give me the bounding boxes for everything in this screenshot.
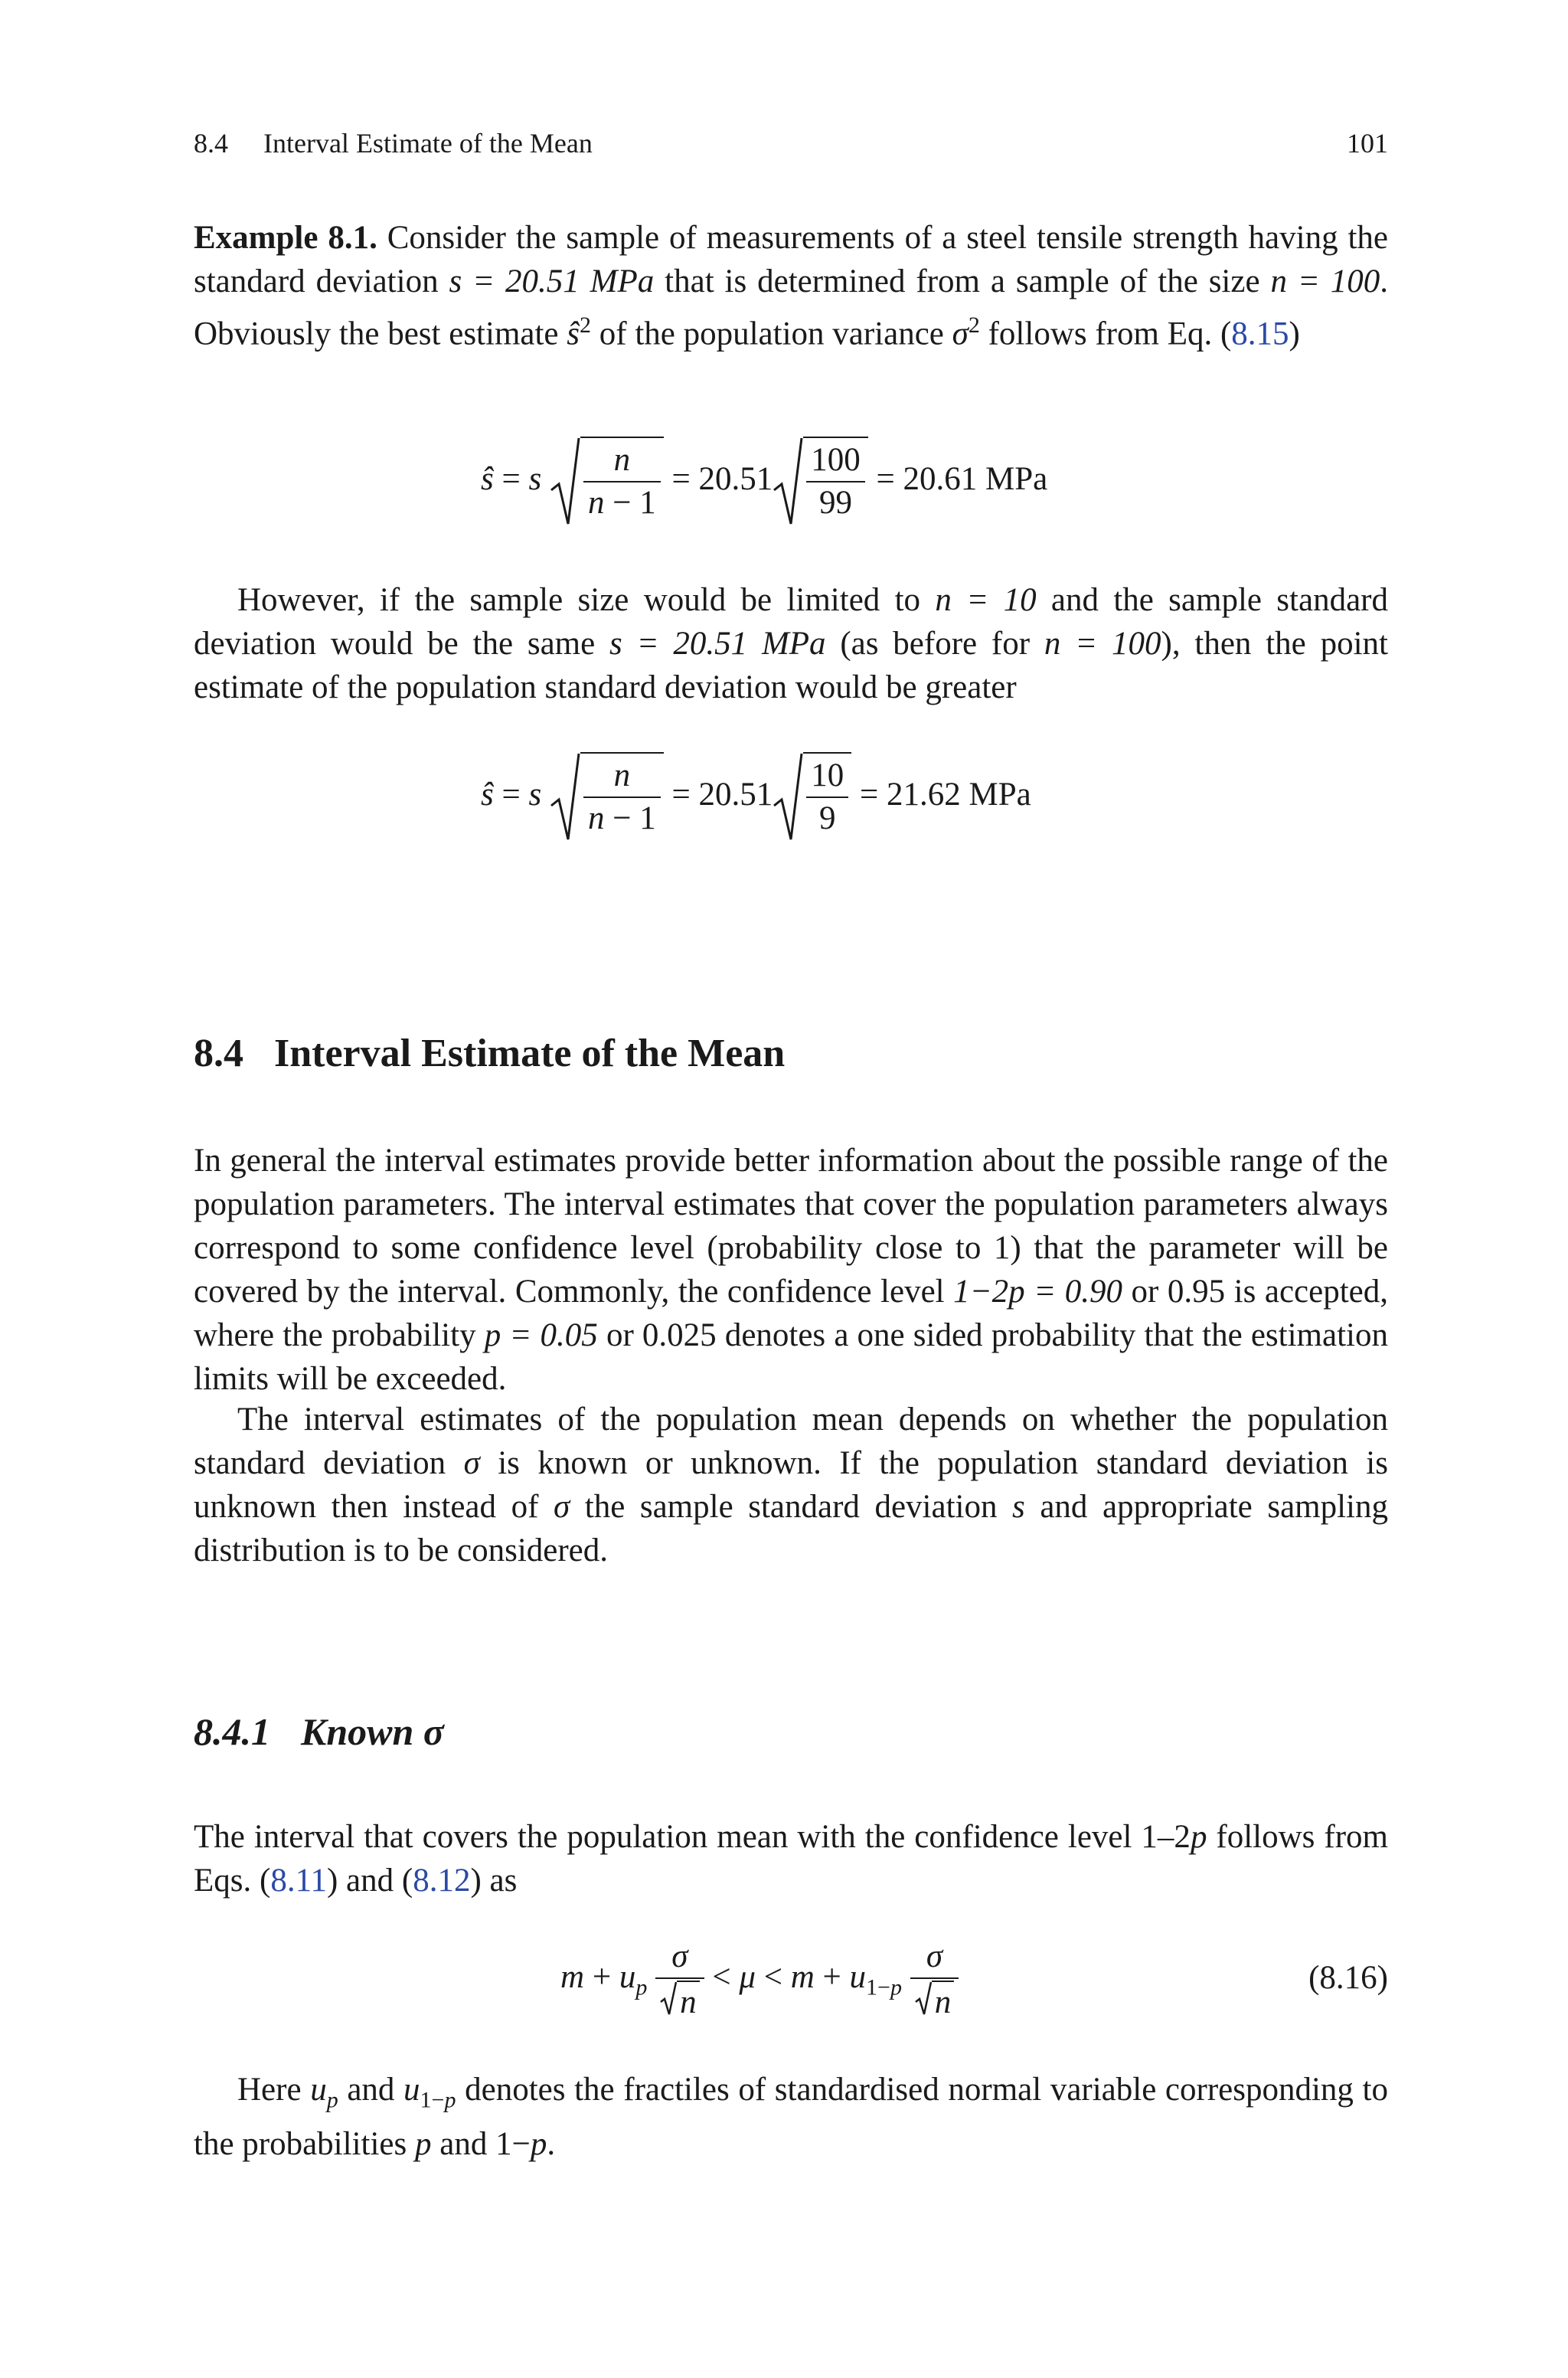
sqrt-symbol: $\frac{n}{n - 1}$ bbox=[550, 437, 664, 527]
paragraph-3: In general the interval estimates provide better information about the possible range of the population parameters. The interval estimates that cover the population parameters always correspond to some confidence level (probability close to 1) that the parameter will be covered by the interval. Commonly, the confidence level 1−2p = 0.90 or 0.95 is accepted, where the probability p = 0.05 or 0.025 denotes a one sided probability that the estimation limits will be exceeded. bbox=[194, 1143, 1389, 1397]
inline-math: n = 100 bbox=[1270, 263, 1380, 299]
header-section: 8.4 bbox=[194, 128, 228, 159]
example-paragraph: Example 8.1. Consider the sample of measurements of a steel tensile strength having the standard deviation s = 20.51 MPa that is determined from a sample of the size n = 100. Obviously the best estimate $ŝ^2$ of the population variance $\sigma^2$ follows from Eq. (8.15) bbox=[194, 220, 1389, 352]
page-number: 101 bbox=[1347, 128, 1388, 159]
sqrt-symbol: $\frac{100}{99}$ bbox=[773, 437, 868, 527]
subsection-heading: 8.4.1 Known σ bbox=[194, 1710, 444, 1753]
equation-1: ŝ = s $\frac{n}{n - 1}$ = 20.51 $\frac{100}{99}$ = 20.61 MPa bbox=[481, 437, 1047, 527]
equation-number: (8.16) bbox=[1308, 1960, 1388, 1996]
equation-link[interactable]: 8.11 bbox=[270, 1863, 327, 1899]
equation-link[interactable]: 8.12 bbox=[413, 1863, 471, 1899]
equation-2: ŝ = s $\frac{n}{n - 1}$ = 20.51 $\frac{10}{9}$ = 21.62 MPa bbox=[481, 752, 1031, 842]
paragraph-6: Here $u_p$ and $u_{1-p}$ denotes the fractiles of standardised normal variable corresponding to the probabilities p and 1−p. bbox=[194, 2072, 1388, 2162]
sqrt-symbol: $\frac{10}{9}$ bbox=[773, 752, 851, 842]
paragraph-4: The interval estimates of the population mean depends on whether the population standard deviation σ is known or unknown. If the population standard deviation is unknown then instead of σ the sample standard deviation s and appropriate sampling distribution is to be considered. bbox=[194, 1402, 1388, 1568]
running-header bbox=[194, 127, 593, 159]
equation-link[interactable]: 8.15 bbox=[1231, 316, 1289, 352]
sqrt-symbol: $\frac{n}{n - 1}$ bbox=[550, 752, 664, 842]
paragraph-5: The interval that covers the population mean with the confidence level 1–2p follows from Eqs. (8.11) and (8.12) as bbox=[194, 1819, 1388, 1899]
example-label: Example 8.1. bbox=[194, 220, 377, 256]
section-heading: 8.4 Interval Estimate of the Mean bbox=[194, 1032, 786, 1075]
header-title: Interval Estimate of the Mean bbox=[263, 128, 593, 159]
paragraph-2: However, if the sample size would be limited to n = 10 and the sample standard deviation would be the same s = 20.51 MPa (as before for n = 100), then the point estimate of the population standard deviation would be greater bbox=[194, 582, 1388, 705]
equation-3: $m + u_p$ $\frac{\sigma}{n}$ < $\mu < m + u_{1-p}$ $\frac{\sigma}{n}$ bbox=[560, 1936, 959, 2023]
inline-math: s = 20.51 MPa bbox=[449, 263, 655, 299]
